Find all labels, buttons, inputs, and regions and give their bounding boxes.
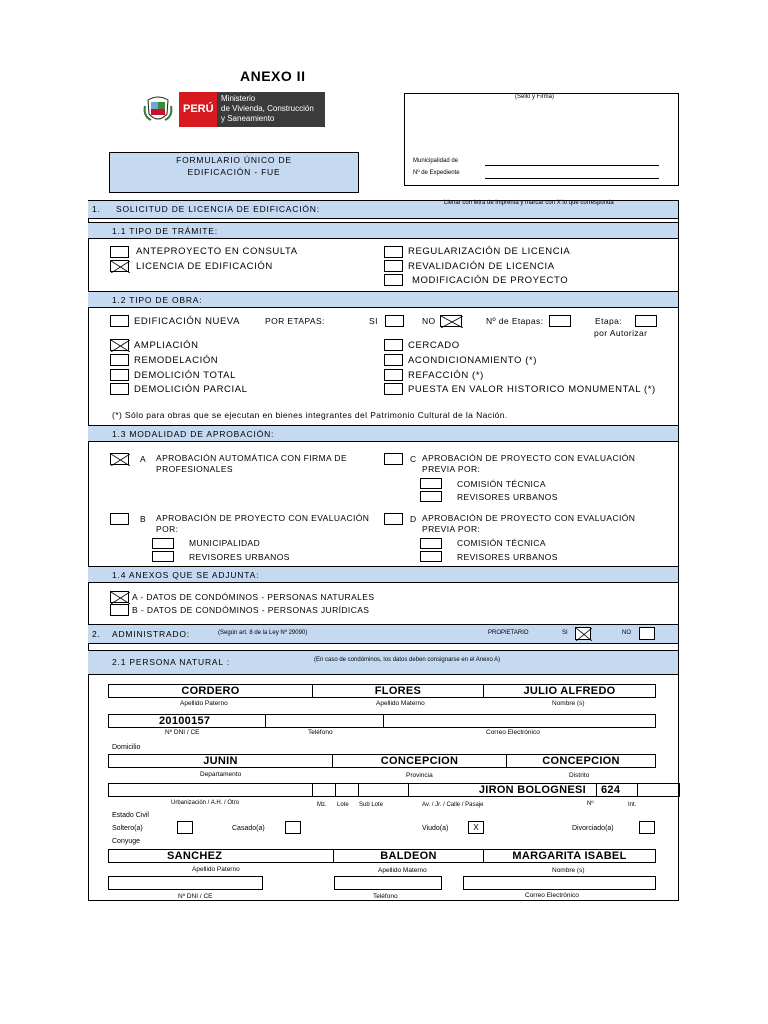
checkbox-soltero[interactable] — [177, 821, 193, 834]
s13-title: 1.3 MODALIDAD DE APROBACIÓN: — [112, 429, 275, 439]
label-modalidad-c-letter: C — [410, 454, 417, 464]
logo-ministry-line1: Ministerio — [221, 94, 256, 103]
label-modalidad-a-line1: APROBACIÓN AUTOMÁTICA CON FIRMA DE — [156, 453, 348, 463]
caption-nombres: Nombre (s) — [552, 700, 585, 707]
section2-law-note: (Según art. 8 de la Ley Nº 29090) — [218, 630, 308, 636]
checked-x-icon — [111, 454, 130, 466]
label-estado-civil: Estado Civil — [112, 812, 149, 819]
checkbox-anexo-b[interactable] — [110, 604, 129, 616]
ministry-logo — [143, 92, 325, 127]
label-cercado: CERCADO — [408, 340, 460, 351]
checkbox-remodelacion[interactable] — [110, 354, 129, 366]
caption-lote: Lote — [337, 802, 349, 808]
checkbox-modalidad-c[interactable] — [384, 453, 403, 465]
checkbox-c-comision[interactable] — [420, 478, 442, 489]
checkbox-acondicionamiento[interactable] — [384, 354, 403, 366]
checkbox-etapas-si[interactable] — [385, 315, 404, 327]
checkbox-edificacion-nueva[interactable] — [110, 315, 129, 327]
label-casado: Casado(a) — [232, 825, 265, 832]
field-urbanizacion[interactable] — [108, 783, 313, 797]
checkbox-revalidacion[interactable] — [384, 260, 403, 272]
checkbox-anteproyecto[interactable] — [110, 246, 129, 258]
label-demolicion-parcial: DEMOLICIÓN PARCIAL — [134, 384, 248, 395]
label-modalidad-c-line2: PREVIA POR: — [422, 464, 481, 474]
label-puesta-en-valor: PUESTA EN VALOR HISTORICO MONUMENTAL (*) — [408, 384, 656, 395]
form-title-line1: FORMULARIO ÚNICO DE — [176, 155, 292, 165]
logo-ministry-line2: de Vivienda, Construcción — [221, 104, 314, 113]
checkbox-licencia[interactable] — [110, 260, 129, 272]
checkbox-divorciado[interactable] — [639, 821, 655, 834]
label-anexo-b: B - DATOS DE CONDÓMINOS - PERSONAS JURÍDICAS — [132, 605, 370, 615]
label-modalidad-b-letter: B — [140, 514, 147, 524]
caption-conyuge-apellido-materno: Apellido Materno — [378, 867, 427, 874]
s14-title: 1.4 ANEXOS QUE SE ADJUNTA: — [112, 570, 260, 580]
field-mz[interactable] — [312, 783, 336, 797]
caption-conyuge-correo: Correo Electrónico — [525, 892, 579, 899]
municipality-line[interactable] — [485, 165, 659, 166]
caption-conyuge-apellido-paterno: Apellido Paterno — [192, 866, 240, 873]
label-modalidad-a-letter: A — [140, 454, 147, 464]
section2-number: 2. — [92, 629, 101, 639]
label-b-municipalidad: MUNICIPALIDAD — [189, 538, 261, 548]
checked-x-icon — [111, 261, 130, 273]
caption-provincia: Provincia — [406, 772, 433, 779]
field-calle[interactable]: JIRON BOLOGNESI — [408, 783, 597, 797]
s21-header — [88, 650, 678, 675]
label-c-comision: COMISIÓN TÉCNICA — [457, 479, 546, 489]
label-modalidad-b-line1: APROBACIÓN DE PROYECTO CON EVALUACIÓN — [156, 513, 370, 523]
section1-number: 1. — [92, 204, 101, 214]
label-divorciado: Divorciado(a) — [572, 825, 614, 832]
field-distrito[interactable]: CONCEPCION — [506, 754, 656, 768]
label-ampliacion: AMPLIACIÓN — [134, 340, 199, 351]
checkbox-modificacion[interactable] — [384, 274, 403, 286]
field-conyuge-dni[interactable] — [108, 876, 263, 890]
checkbox-anexo-a[interactable] — [110, 591, 129, 603]
caption-interior: Int. — [628, 802, 637, 808]
s13-header — [88, 425, 678, 442]
field-sublote[interactable] — [358, 783, 409, 797]
s14-header — [88, 566, 678, 583]
stamp-box — [404, 93, 679, 186]
s21-note: (En caso de condóminos, los datos deben consignarse en el Anexo A) — [314, 657, 501, 663]
municipality-label: Municipalidad de — [413, 158, 459, 164]
section1-header — [88, 200, 678, 219]
checkbox-c-revisores[interactable] — [420, 491, 442, 502]
field-nombres[interactable]: JULIO ALFREDO — [483, 684, 656, 698]
checkbox-refaccion[interactable] — [384, 369, 403, 381]
section1-note: Llenar con letra de imprenta y marcar con X lo que corresponda — [444, 200, 614, 206]
label-acondicionamiento: ACONDICIONAMIENTO (*) — [408, 355, 538, 366]
checkbox-propietario-no[interactable] — [639, 627, 655, 640]
s11-header — [88, 222, 678, 239]
checkbox-b-municipalidad[interactable] — [152, 538, 174, 549]
label-modalidad-d-letter: D — [410, 514, 417, 524]
label-licencia: LICENCIA DE EDIFICACIÓN — [136, 261, 273, 272]
seal-label: (Sello y Firma) — [515, 94, 555, 100]
field-dni[interactable]: 20100157 — [108, 714, 266, 728]
annex-title: ANEXO II — [240, 68, 306, 84]
form-title-line2: EDIFICACIÓN - FUE — [187, 167, 281, 177]
checkbox-cercado[interactable] — [384, 339, 403, 351]
caption-calle: Av. / Jr. / Calle / Pasaje — [422, 802, 484, 808]
checkbox-b-revisores[interactable] — [152, 551, 174, 562]
caption-distrito: Distrito — [569, 772, 590, 779]
caption-telefono: Teléfono — [308, 729, 333, 736]
label-modalidad-c-line1: APROBACIÓN DE PROYECTO CON EVALUACIÓN — [422, 453, 636, 463]
checked-x-icon — [111, 340, 130, 352]
file-number-line[interactable] — [485, 178, 659, 179]
label-modalidad-d-line1: APROBACIÓN DE PROYECTO CON EVALUACIÓN — [422, 513, 636, 523]
label-viudo: Viudo(a) — [422, 825, 449, 832]
input-num-etapas[interactable] — [549, 315, 571, 327]
s11-title: 1.1 TIPO DE TRÁMITE: — [112, 226, 218, 236]
logo-ministry-line3: y Saneamiento — [221, 114, 275, 123]
section2-title: ADMINISTRADO: — [112, 629, 190, 639]
label-modalidad-a-line2: PROFESIONALES — [156, 464, 233, 474]
label-etapas-no: NO — [422, 316, 436, 326]
field-provincia[interactable]: CONCEPCION — [332, 754, 507, 768]
label-remodelacion: REMODELACIÓN — [134, 355, 219, 366]
field-numero[interactable]: 624 — [596, 783, 638, 797]
checked-x-icon — [576, 628, 592, 641]
label-refaccion: REFACCIÓN (*) — [408, 370, 484, 381]
label-d-comision: COMISIÓN TÉCNICA — [457, 538, 546, 548]
caption-numero: Nº — [587, 801, 594, 807]
checkbox-regularizacion[interactable] — [384, 246, 403, 258]
label-num-etapas: Nº de Etapas: — [486, 316, 544, 326]
field-apellido-materno[interactable]: FLORES — [312, 684, 484, 698]
field-telefono[interactable] — [265, 714, 384, 728]
input-etapa[interactable] — [635, 315, 657, 327]
caption-mz: Mz. — [317, 802, 327, 808]
caption-apellido-materno: Apellido Materno — [376, 700, 425, 707]
caption-departamento: Departamento — [200, 771, 242, 778]
caption-conyuge-telefono: Teléfono — [373, 893, 398, 900]
checkbox-ampliacion[interactable] — [110, 339, 129, 351]
checkbox-puesta-en-valor[interactable] — [384, 383, 403, 395]
field-correo[interactable] — [383, 714, 656, 728]
checkbox-etapas-no[interactable] — [440, 315, 462, 327]
checkbox-propietario-si[interactable] — [575, 627, 591, 640]
label-d-revisores: REVISORES URBANOS — [457, 552, 558, 562]
field-apellido-paterno[interactable]: CORDERO — [108, 684, 313, 698]
checkbox-modalidad-a[interactable] — [110, 453, 129, 465]
checkbox-modalidad-b[interactable] — [110, 513, 129, 525]
label-propietario-no: NO — [622, 630, 631, 636]
field-departamento[interactable]: JUNIN — [108, 754, 333, 768]
field-conyuge-telefono[interactable] — [334, 876, 442, 890]
field-conyuge-correo[interactable] — [463, 876, 656, 890]
caption-urbanizacion: Urbanización / A.H. / Otro — [171, 800, 240, 806]
field-interior[interactable] — [637, 783, 680, 797]
label-modificacion: MODIFICACIÓN DE PROYECTO — [412, 275, 569, 286]
caption-sublote: Sub Lote — [359, 802, 384, 808]
checkbox-d-comision[interactable] — [420, 538, 442, 549]
coat-of-arms-icon — [143, 92, 173, 127]
caption-apellido-paterno: Apellido Paterno — [180, 700, 228, 707]
label-por-autorizar: por Autorizar — [594, 328, 648, 338]
s12-footnote: (*) Sólo para obras que se ejecutan en bienes integrantes del Patrimonio Cultural de la Nación. — [112, 410, 508, 420]
caption-conyuge-nombres: Nombre (s) — [552, 867, 585, 874]
label-soltero: Soltero(a) — [112, 825, 143, 832]
label-etapas-si: SI — [369, 316, 378, 326]
s12-title: 1.2 TIPO DE OBRA: — [112, 295, 203, 305]
label-anteproyecto: ANTEPROYECTO EN CONSULTA — [136, 246, 298, 257]
label-propietario: PROPIETARIO — [488, 630, 529, 636]
label-etapa: Etapa: — [595, 316, 622, 326]
field-conyuge-nombres[interactable]: MARGARITA ISABEL — [483, 849, 656, 863]
caption-correo: Correo Electrónico — [486, 729, 540, 736]
label-b-revisores: REVISORES URBANOS — [189, 552, 290, 562]
section1-title: SOLICITUD DE LICENCIA DE EDIFICACIÓN: — [116, 204, 320, 214]
checked-x-icon — [111, 592, 130, 604]
checkbox-demolicion-total[interactable] — [110, 369, 129, 381]
field-conyuge-apellido-materno[interactable]: BALDEON — [333, 849, 484, 863]
label-anexo-a: A - DATOS DE CONDÓMINOS - PERSONAS NATURALES — [132, 592, 375, 602]
label-demolicion-total: DEMOLICIÓN TOTAL — [134, 370, 236, 381]
label-por-etapas: POR ETAPAS: — [265, 316, 325, 326]
form-title-box — [109, 152, 359, 193]
checkbox-casado[interactable] — [285, 821, 301, 834]
field-lote[interactable] — [335, 783, 359, 797]
label-revalidacion: REVALIDACIÓN DE LICENCIA — [408, 261, 555, 272]
caption-dni: Nº DNI / CE — [165, 729, 200, 736]
label-regularizacion: REGULARIZACIÓN DE LICENCIA — [408, 246, 571, 257]
label-propietario-si: SI — [562, 630, 568, 636]
checkbox-d-revisores[interactable] — [420, 551, 442, 562]
file-number-label: Nº de Expediente — [413, 170, 460, 176]
label-conyuge: Conyuge — [112, 838, 141, 845]
caption-conyuge-dni: Nº DNI / CE — [178, 893, 213, 900]
checked-x-icon — [441, 316, 463, 328]
checkbox-viudo[interactable]: X — [468, 821, 484, 834]
s12-header — [88, 291, 678, 308]
s21-title: 2.1 PERSONA NATURAL : — [112, 657, 230, 667]
label-c-revisores: REVISORES URBANOS — [457, 492, 558, 502]
checkbox-demolicion-parcial[interactable] — [110, 383, 129, 395]
checkbox-modalidad-d[interactable] — [384, 513, 403, 525]
logo-country: PERÚ — [183, 103, 214, 115]
label-modalidad-d-line2: PREVIA POR: — [422, 524, 481, 534]
label-domicilio: Domicilio — [112, 744, 141, 751]
field-conyuge-apellido-paterno[interactable]: SANCHEZ — [108, 849, 334, 863]
label-modalidad-b-line2: POR: — [156, 524, 179, 534]
label-edificacion-nueva: EDIFICACIÓN NUEVA — [134, 316, 241, 327]
